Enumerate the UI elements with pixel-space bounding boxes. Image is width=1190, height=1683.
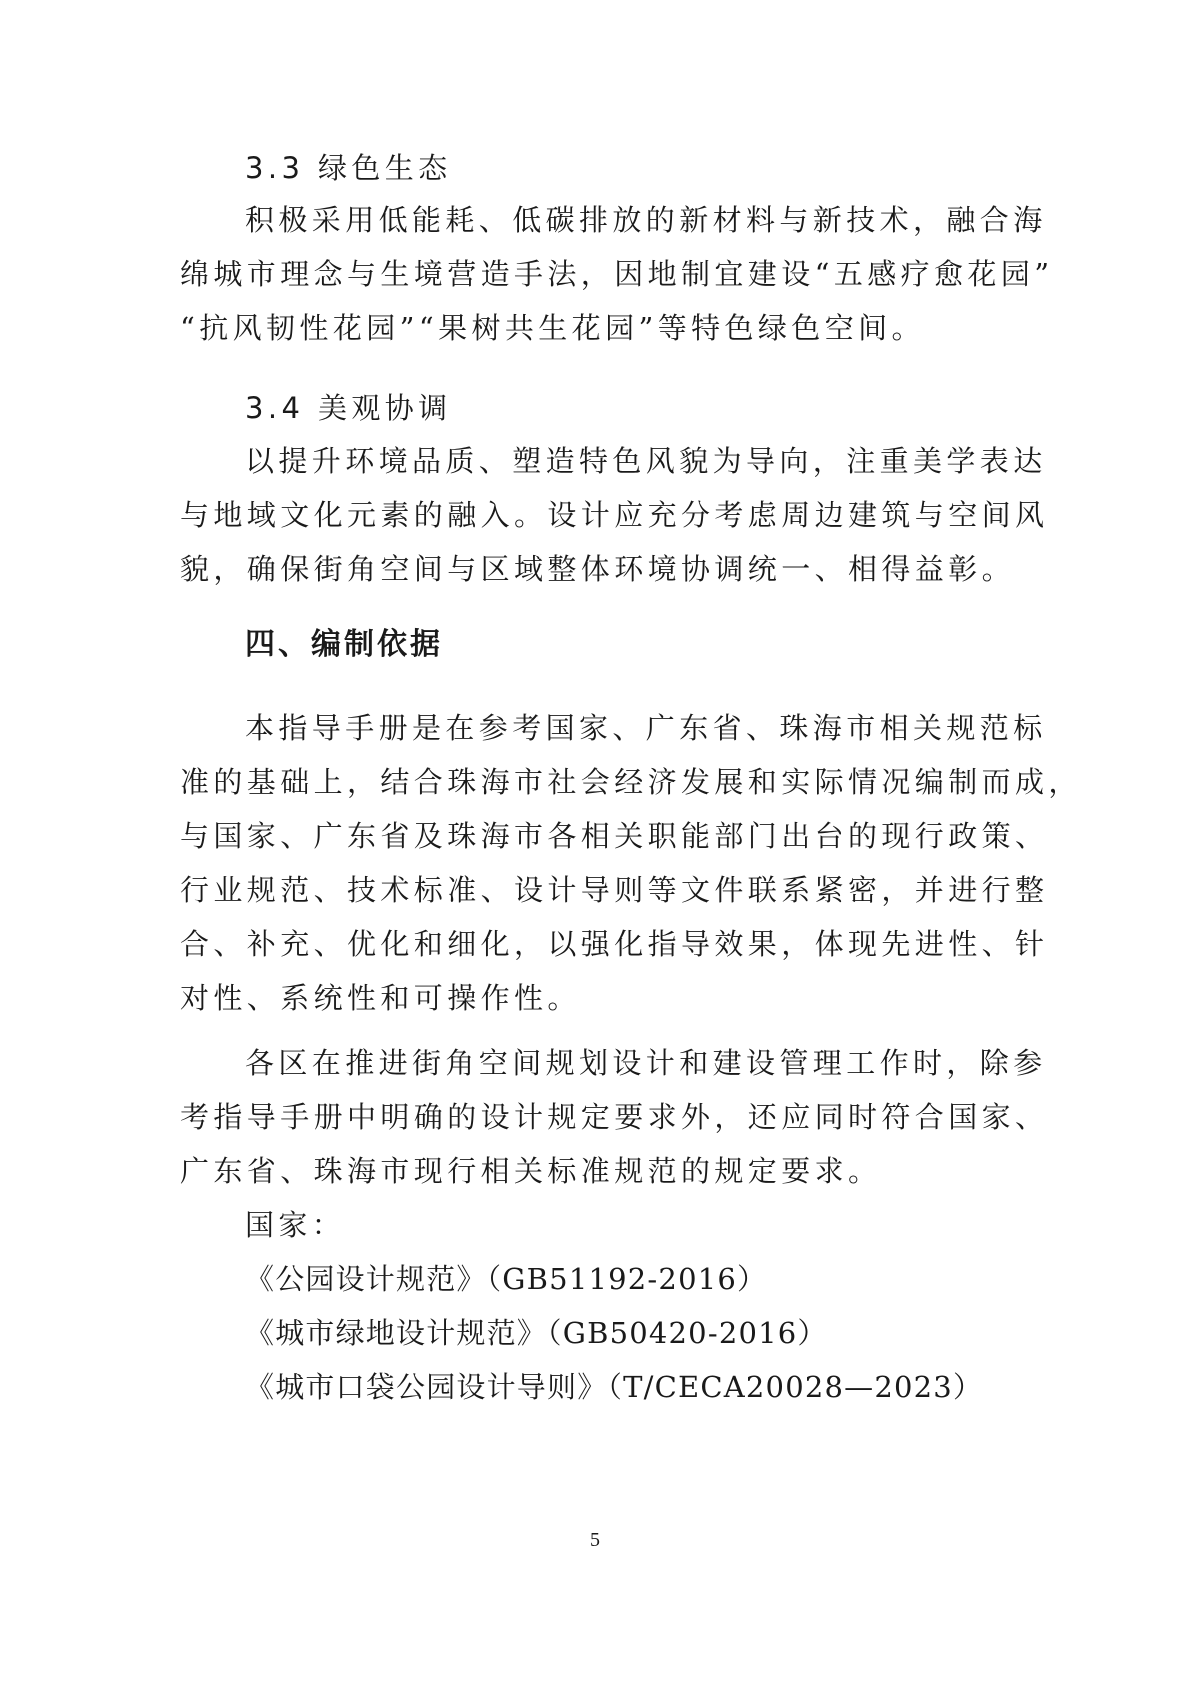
- reference-item: 《城市口袋公园设计导则》（T/CECA20028—2023）: [245, 1370, 984, 1404]
- section-3-4-heading: 3.4 美观协调: [245, 391, 452, 425]
- section-4-p1-line-2: 准的基础上，结合珠海市社会经济发展和实际情况编制而成，: [180, 765, 1082, 799]
- section-3-4-line-1: 以提升环境品质、塑造特色风貌为导向，注重美学表达: [245, 444, 1047, 478]
- section-4-p2-line-2: 考指导手册中明确的设计规定要求外，还应同时符合国家、: [180, 1100, 1049, 1134]
- section-3-3-line-3: “抗风韧性花园”“果树共生花园”等特色绿色空间。: [180, 311, 925, 345]
- section-4-p1-line-1: 本指导手册是在参考国家、广东省、珠海市相关规范标: [245, 711, 1047, 745]
- page-number: 5: [590, 1529, 600, 1551]
- section-4-p1-line-3: 与国家、广东省及珠海市各相关职能部门出台的现行政策、: [180, 819, 1049, 853]
- section-4-p2-line-1: 各区在推进街角空间规划设计和建设管理工作时，除参: [245, 1046, 1047, 1080]
- section-3-3-line-1: 积极采用低能耗、低碳排放的新材料与新技术，融合海: [245, 203, 1047, 237]
- section-4-p1-line-4: 行业规范、技术标准、设计导则等文件联系紧密，并进行整: [180, 873, 1049, 907]
- section-4-p2-line-3: 广东省、珠海市现行相关标准规范的规定要求。: [180, 1154, 882, 1188]
- section-3-4-line-3: 貌，确保街角空间与区域整体环境协调统一、相得益彰。: [180, 552, 1016, 586]
- section-3-4-line-2: 与地域文化元素的融入。设计应充分考虑周边建筑与空间风: [180, 498, 1049, 532]
- reference-item: 《城市绿地设计规范》（GB50420-2016）: [245, 1316, 828, 1350]
- section-3-3-line-2: 绵城市理念与生境营造手法，因地制宜建设“五感疗愈花园”: [180, 257, 1054, 291]
- section-4-p1-line-6: 对性、系统性和可操作性。: [180, 981, 581, 1015]
- section-4-p1-line-5: 合、补充、优化和细化，以强化指导效果，体现先进性、针: [180, 927, 1049, 961]
- reference-item: 《公园设计规范》（GB51192-2016）: [245, 1262, 768, 1296]
- national-label: 国家：: [245, 1208, 346, 1242]
- section-4-heading: 四、编制依据: [245, 627, 443, 662]
- section-3-3-heading: 3.3 绿色生态: [245, 151, 452, 185]
